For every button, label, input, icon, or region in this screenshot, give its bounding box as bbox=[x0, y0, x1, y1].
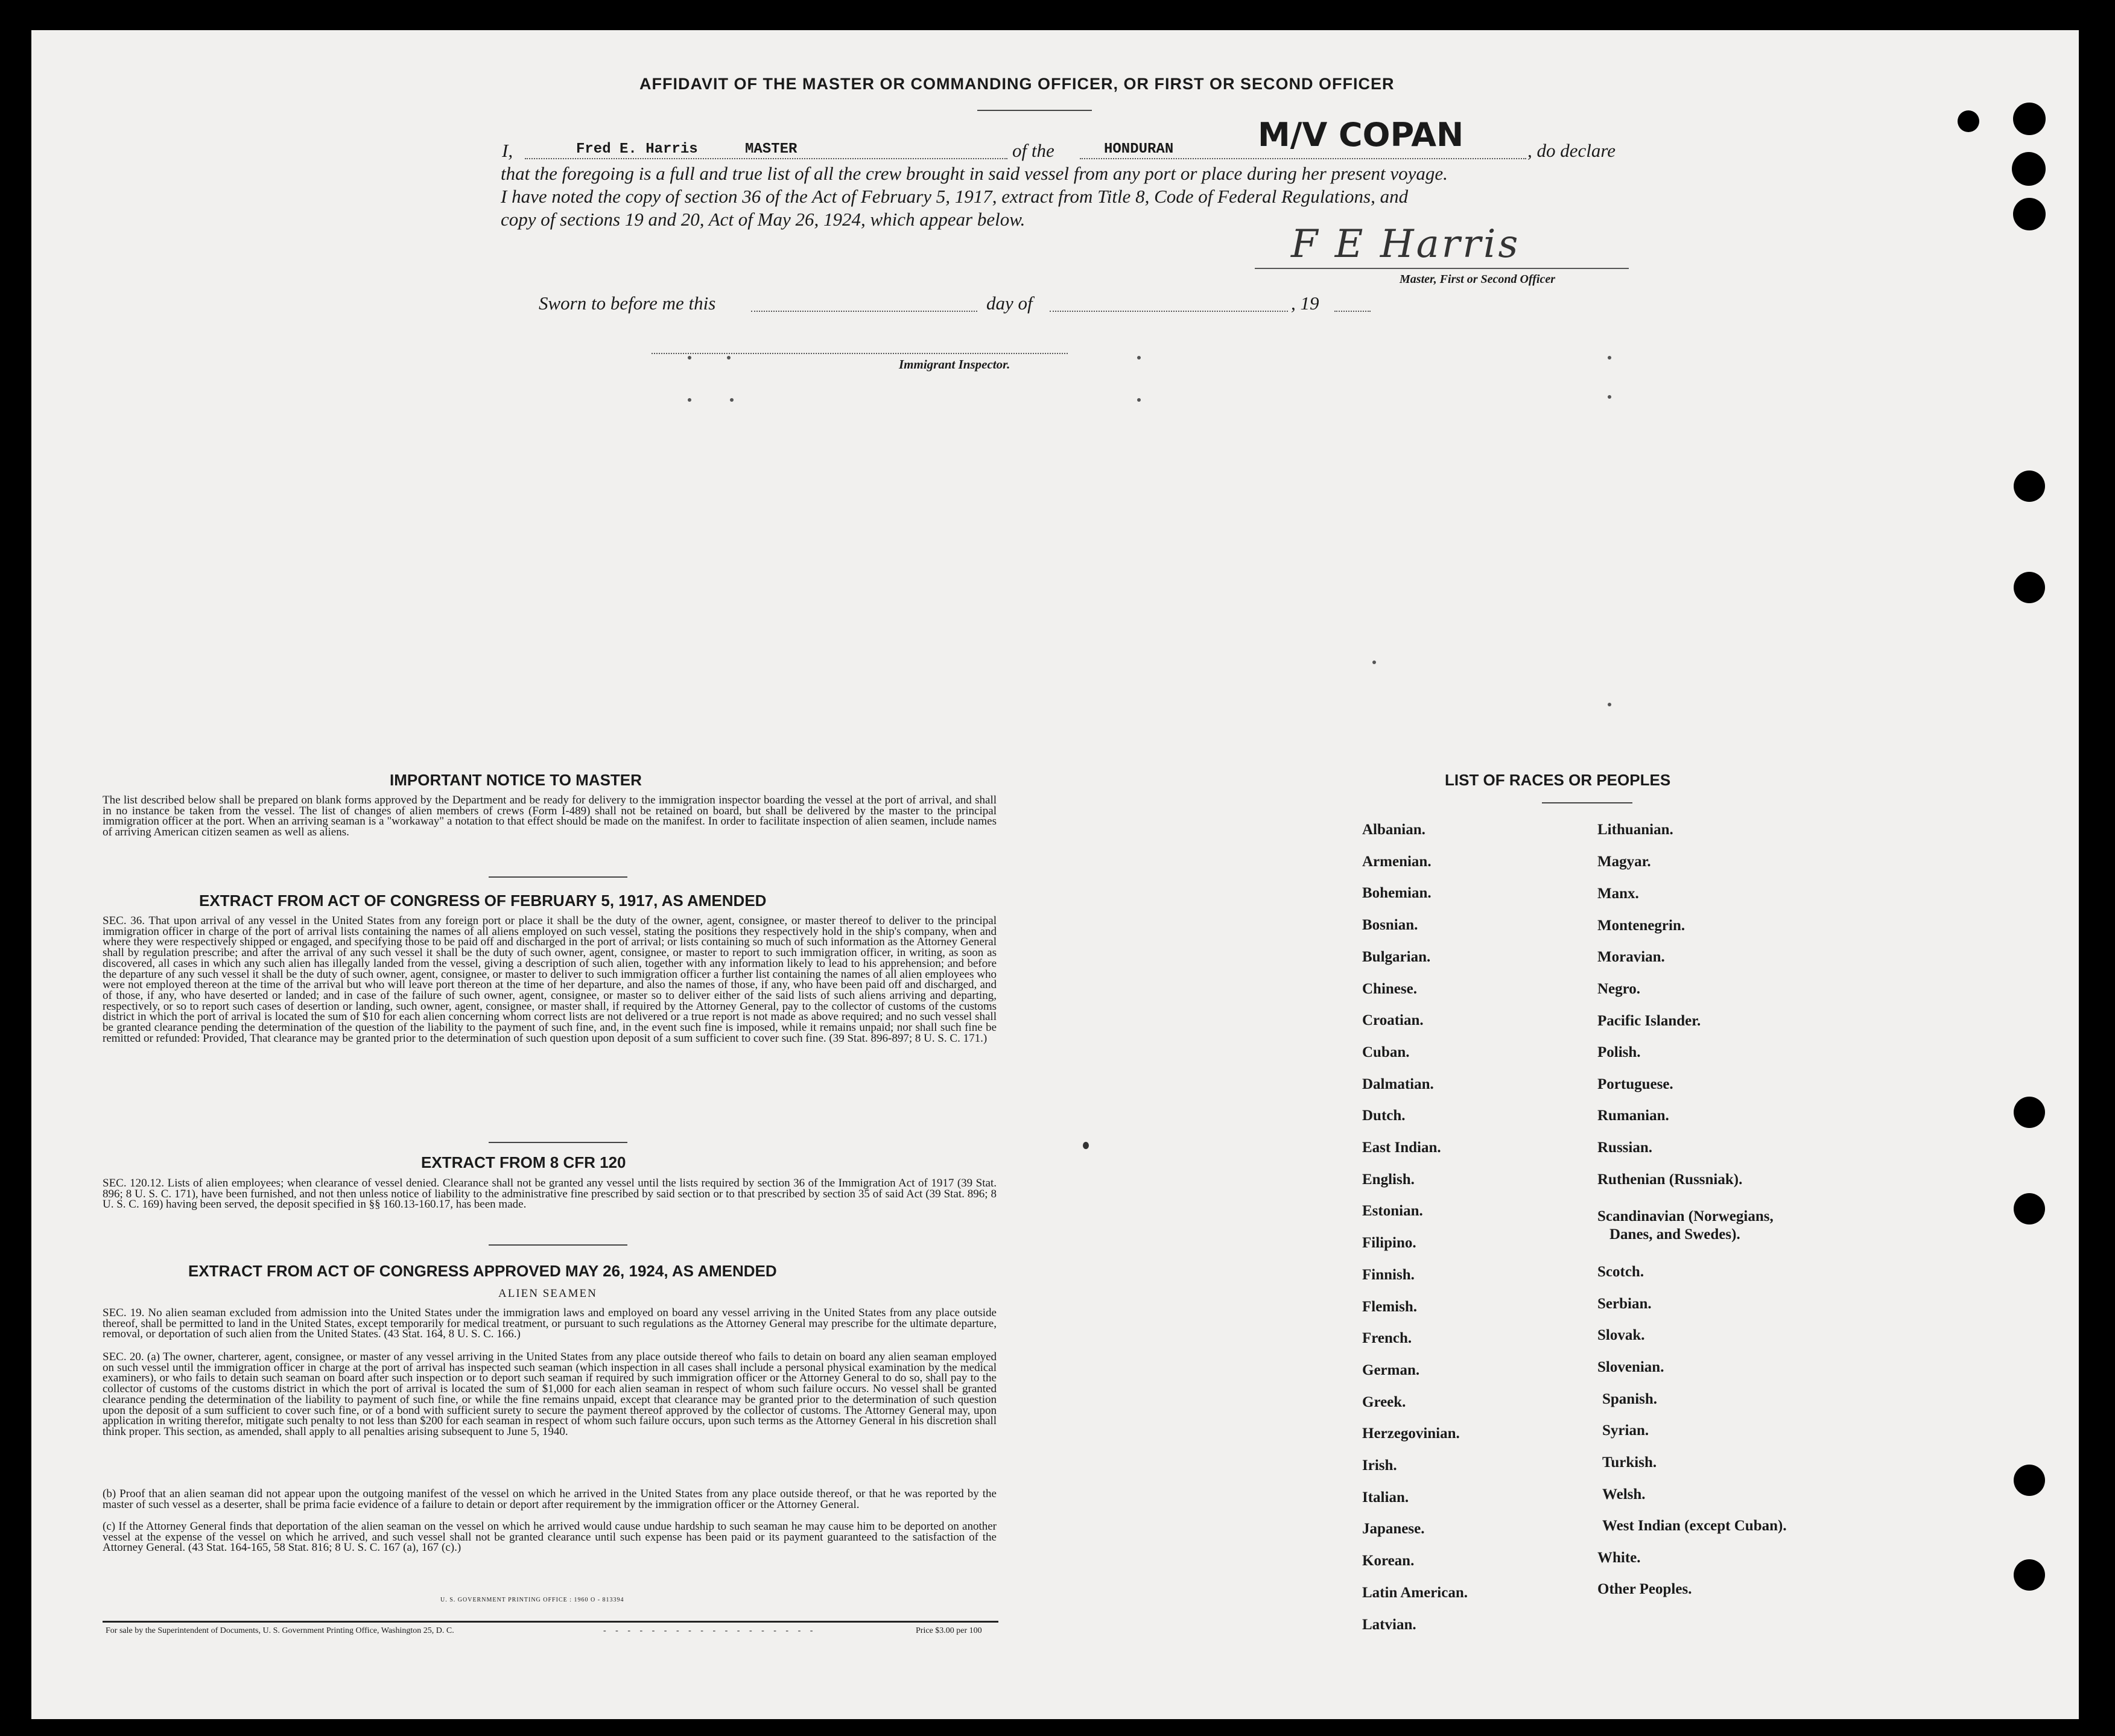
vessel-nationality: HONDURAN bbox=[1104, 141, 1174, 157]
race-item: White. bbox=[1597, 1550, 1641, 1566]
race-item: Scandinavian (Norwegians, bbox=[1597, 1208, 1774, 1224]
document-page bbox=[31, 30, 2079, 1719]
sworn-day-line bbox=[751, 311, 977, 312]
race-item: Irish. bbox=[1362, 1457, 1397, 1474]
speck bbox=[1137, 398, 1141, 402]
speck bbox=[688, 356, 691, 360]
race-item: French. bbox=[1362, 1330, 1412, 1347]
race-item: Bulgarian. bbox=[1362, 948, 1431, 965]
race-item: Dutch. bbox=[1362, 1107, 1406, 1124]
footer-dashes: - - - - - - - - - - - - - - - - - - bbox=[603, 1626, 817, 1635]
race-item: Moravian. bbox=[1597, 949, 1665, 965]
sworn-label: Sworn to before me this bbox=[539, 293, 716, 314]
sec-20c-text: (c) If the Attorney General finds that deportation of the alien seaman on the vessel on which he arrived would cause undue hardship to such seaman he may cause him to be deported on another vessel at the expense of the vessel on which he arrived, and such vessel shall not be granted clearance until such expense has been paid or its payment guaranteed to the satisfaction of the Attorney General. (43 Stat. 164-165, 58 Stat. 816; 8 U. S. C. 167 (a), 167 (c).) bbox=[103, 1520, 997, 1554]
race-item: Albanian. bbox=[1362, 822, 1425, 838]
declaration-line-2: I have noted the copy of section 36 of the Act of February 5, 1917, extract from Title 8, Code of Federal Regulations, and bbox=[501, 186, 1409, 207]
race-item: Chinese. bbox=[1362, 980, 1417, 997]
punch-hole bbox=[2013, 103, 2046, 135]
extract-1924-subheading: ALIEN SEAMEN bbox=[498, 1287, 597, 1300]
sworn-month-line bbox=[1050, 311, 1288, 312]
race-item: Italian. bbox=[1362, 1489, 1409, 1506]
signature-caption: Master, First or Second Officer bbox=[1400, 273, 1555, 286]
sec-20a-text: SEC. 20. (a) The owner, charterer, agent, consignee, or master of any vessel arriving in the United States from any place outside thereof who fails to detain on board any alien seaman employed on such vessel until the immigration officer in charge at the port of arrival has inspected such seaman (which inspection in all cases shall include a personal physical examination by the medical examiners), or who fails to detain such seaman on board after such inspection or to deport such seaman if required by such immigration officer or the Attorney General to do so, shall pay to the collector of customs of the customs district in which the port of arrival is located the sum of $1,000 for each alien seaman in respect of whom such failure occurs. No vessel shall be granted clearance pending the determination of the liability to payment of such fine, or while the fine remains unpaid, except that clearance may be granted prior to the determination of such question upon the deposit of a sum sufficient to cover such fine, or of a bond with sufficient surety to secure the payment thereof approved by the collector of customs. The Attorney General may, upon application in writing therefor, mitigate such penalty to not less than $200 for each seaman in respect of whom such failure occurs, upon such terms as the Attorney General in his discretion shall think proper. This section, as amended, shall apply to all penalties arising subsequent to June 5, 1940. bbox=[103, 1351, 997, 1438]
race-item: Dalmatian. bbox=[1362, 1075, 1434, 1092]
of-the-label: of the bbox=[1012, 140, 1054, 161]
master-signature: F E Harris bbox=[1291, 222, 1521, 267]
speck bbox=[1608, 395, 1611, 399]
punch-hole bbox=[2013, 198, 2046, 230]
declaration-line-3: copy of sections 19 and 20, Act of May 26, 1924, which appear below. bbox=[501, 209, 1026, 230]
extract-cfr-heading: EXTRACT FROM 8 CFR 120 bbox=[421, 1153, 626, 1171]
extract-cfr-text: SEC. 120.12. Lists of alien employees; when clearance of vessel denied. Clearance shall not be granted any vessel until the lists required by section 36 of the Immigration Act of 1917 (39 Stat. 896; 8 U. S. C. 171), have been furnished, and not then unless notice of liability to the administrative fine prescribed by said section or to that prescribed by section 35 of said Act (39 Stat. 896; 8 U. S. C. 169) having been served, the deposit specified in §§ 160.13-160.17, has been made. bbox=[103, 1177, 997, 1211]
for-sale-text: For sale by the Superintendent of Documents, U. S. Government Printing Office, Washington 25, D. C. bbox=[106, 1626, 454, 1635]
race-item: Turkish. bbox=[1602, 1454, 1657, 1471]
race-item: Portuguese. bbox=[1597, 1076, 1673, 1092]
race-item: Korean. bbox=[1362, 1553, 1415, 1570]
race-item: Lithuanian. bbox=[1597, 822, 1673, 838]
race-item: Negro. bbox=[1597, 981, 1641, 997]
race-item: Danes, and Swedes). bbox=[1609, 1226, 1740, 1243]
title-divider bbox=[977, 110, 1092, 111]
race-item: West Indian (except Cuban). bbox=[1602, 1518, 1787, 1534]
race-item: Manx. bbox=[1597, 885, 1639, 902]
sworn-year-line bbox=[1334, 311, 1371, 312]
punch-hole bbox=[2014, 1465, 2045, 1496]
race-item: Slovak. bbox=[1597, 1327, 1645, 1343]
sec-19-text: SEC. 19. No alien seaman excluded from admission into the United States under the immigration laws and employed on board any vessel arriving in the United States from any place outside thereof, shall be permitted to land in the United States, except temporarily for medical treatment, or pursuant to such regulations as the Attorney General may prescribe for the ultimate departure, removal, or deportation of such alien from the United States. (43 Stat. 164, 8 U. S. C. 166.) bbox=[103, 1307, 997, 1341]
punch-hole bbox=[2014, 1097, 2045, 1128]
name-field-line bbox=[525, 158, 1007, 159]
race-item: Welsh. bbox=[1602, 1486, 1646, 1503]
race-item: Slovenian. bbox=[1597, 1359, 1664, 1375]
race-item: Bohemian. bbox=[1362, 885, 1432, 902]
declaration-line-1: that the foregoing is a full and true list of all the crew brought in said vessel from any port or place during her present voyage. bbox=[501, 163, 1448, 184]
extract-1924-heading: EXTRACT FROM ACT OF CONGRESS APPROVED MAY 26, 1924, AS AMENDED bbox=[188, 1262, 777, 1280]
gpo-imprint: U. S. GOVERNMENT PRINTING OFFICE : 1960 O - 813394 bbox=[440, 1597, 624, 1603]
race-item: East Indian. bbox=[1362, 1139, 1441, 1156]
year-label: , 19 bbox=[1291, 293, 1319, 314]
extract-1917-heading: EXTRACT FROM ACT OF CONGRESS OF FEBRUARY 5, 1917, AS AMENDED bbox=[199, 892, 767, 910]
punch-hole bbox=[1958, 110, 1979, 132]
punch-hole bbox=[2012, 152, 2046, 186]
vessel-name: M/V COPAN bbox=[1258, 116, 1464, 154]
notice-text: The list described below shall be prepared on blank forms approved by the Department and be ready for delivery to the immigration inspector boarding the vessel at the port of arrival, and shall in no instance be taken from the vessel. The list of changes of alien members of crews (Form I-489) shall not be retained on board, but shall be delivered by the master to the principal immigration officer at the port. When an arriving seaman is a "workaway" a notation to that effect should be made on the manifest. In order to facilitate inspection of alien seamen, include names of arriving American citizen seamen as well as aliens. bbox=[103, 794, 997, 839]
race-item: Scotch. bbox=[1597, 1264, 1644, 1280]
race-item: Spanish. bbox=[1602, 1391, 1658, 1407]
race-item: Latin American. bbox=[1362, 1584, 1468, 1601]
vessel-field-line bbox=[1080, 158, 1526, 159]
inspector-signature-line bbox=[652, 353, 1068, 354]
race-item: Polish. bbox=[1597, 1044, 1641, 1060]
master-name: Fred E. Harris bbox=[576, 141, 698, 157]
sec-20b-text: (b) Proof that an alien seaman did not appear upon the outgoing manifest of the vessel on which he arrived in the United States from any place outside thereof, or that he was reported by the master of such vessel as a deserter, shall be prima facie evidence of a failure to detain or deport after requirement by the immigration officer or the Attorney General. bbox=[103, 1487, 997, 1511]
speck bbox=[727, 356, 731, 360]
race-item: Bosnian. bbox=[1362, 917, 1418, 934]
races-divider bbox=[1542, 802, 1632, 803]
race-item: Montenegrin. bbox=[1597, 917, 1685, 934]
master-rank: MASTER bbox=[745, 141, 797, 157]
races-heading: LIST OF RACES OR PEOPLES bbox=[1445, 771, 1671, 789]
punch-hole bbox=[2014, 470, 2045, 502]
speck bbox=[688, 398, 691, 402]
race-item: Ruthenian (Russniak). bbox=[1597, 1171, 1743, 1188]
signature-line bbox=[1255, 268, 1629, 269]
race-item: Serbian. bbox=[1597, 1296, 1652, 1312]
race-item: Filipino. bbox=[1362, 1235, 1416, 1252]
race-item: Pacific Islander. bbox=[1597, 1013, 1701, 1029]
race-item: Other Peoples. bbox=[1597, 1581, 1692, 1597]
do-declare-label: , do declare bbox=[1527, 140, 1616, 161]
race-item: Armenian. bbox=[1362, 853, 1432, 870]
race-item: Estonian. bbox=[1362, 1203, 1423, 1220]
extract-1917-text: SEC. 36. That upon arrival of any vessel in the United States from any foreign port or place it shall be the duty of the owner, agent, consignee, or master thereof to deliver to the principal immigration officer in charge of the port of arrival lists containing the names of all aliens employed on such vessel, stating the positions they respectively hold in the ship's company, when and where they were respectively shipped or engaged, and specifying those to be paid off and discharged in the port of arrival; or lists containing so much of such information as the Attorney General shall by regulation prescribe; and after the arrival of any such vessel it shall be the duty of such owner, agent, consignee, or master to report to such immigration officer, in writing, as soon as discovered, all cases in which any such alien has illegally landed from the vessel, giving a description of such alien, together with any information likely to lead to his apprehension; and before the departure of any such vessel it shall be the duty of such owner, agent, consignee, or master to deliver to such immigration officer a further list containing the names of all alien employees who were not employed thereon at the time of the arrival but who will leave port thereon at the time of her departure, and also the names of those, if any, who have been paid off and discharged, and of those, if any, who have deserted or landed; and in case of the failure of such owner, agent, consignee, or master so to deliver either of the said lists of such aliens arriving and departing, respectively, or so to report such cases of desertion or landing, such owner, agent, consignee, or master shall, if required by the Attorney General, pay to the collector of customs of the customs district in which the port of arrival is located the sum of $10 for each alien concerning whom correct lists are not delivered or a true report is not made as above required; and no such vessel shall be granted clearance pending the determination of the question of the liability to the payment of such fine, and, in the event such fine is imposed, while it remains unpaid; nor shall such fine be remitted or refunded: Provided, That clearance may be granted prior to the determination of such question upon deposit of a sum sufficient to cover such fine. (39 Stat. 896-897; 8 U. S. C. 171.) bbox=[103, 914, 997, 1045]
speck bbox=[1608, 703, 1611, 706]
race-item: German. bbox=[1362, 1361, 1420, 1378]
race-item: Russian. bbox=[1597, 1139, 1653, 1156]
race-item: Japanese. bbox=[1362, 1521, 1425, 1538]
race-item: Herzegovinian. bbox=[1362, 1425, 1460, 1442]
race-item: English. bbox=[1362, 1171, 1415, 1188]
race-item: Magyar. bbox=[1597, 854, 1651, 870]
punch-hole bbox=[2014, 572, 2045, 603]
section-divider bbox=[489, 876, 627, 878]
i-label: I, bbox=[502, 140, 513, 161]
race-item: Finnish. bbox=[1362, 1266, 1415, 1283]
punch-hole bbox=[2014, 1193, 2045, 1224]
speck bbox=[1608, 356, 1611, 360]
speck bbox=[730, 398, 734, 402]
section-divider bbox=[489, 1142, 627, 1143]
race-item: Latvian. bbox=[1362, 1616, 1416, 1633]
inspector-caption: Immigrant Inspector. bbox=[899, 357, 1010, 372]
race-item: Greek. bbox=[1362, 1393, 1406, 1410]
notice-heading: IMPORTANT NOTICE TO MASTER bbox=[390, 771, 642, 789]
race-item: Croatian. bbox=[1362, 1012, 1424, 1029]
punch-hole bbox=[2014, 1559, 2045, 1591]
price-text: Price $3.00 per 100 bbox=[916, 1626, 982, 1635]
speck bbox=[1083, 1142, 1089, 1149]
race-item: Cuban. bbox=[1362, 1044, 1410, 1060]
race-item: Syrian. bbox=[1602, 1422, 1649, 1439]
race-item: Rumanian. bbox=[1597, 1107, 1669, 1124]
day-of-label: day of bbox=[986, 293, 1033, 314]
race-item: Flemish. bbox=[1362, 1298, 1417, 1315]
speck bbox=[1137, 356, 1141, 360]
affidavit-title: AFFIDAVIT OF THE MASTER OR COMMANDING OFFICER, OR FIRST OR SECOND OFFICER bbox=[639, 75, 1395, 93]
section-divider bbox=[489, 1244, 627, 1246]
footer-rule bbox=[103, 1621, 998, 1623]
speck bbox=[1372, 661, 1376, 664]
